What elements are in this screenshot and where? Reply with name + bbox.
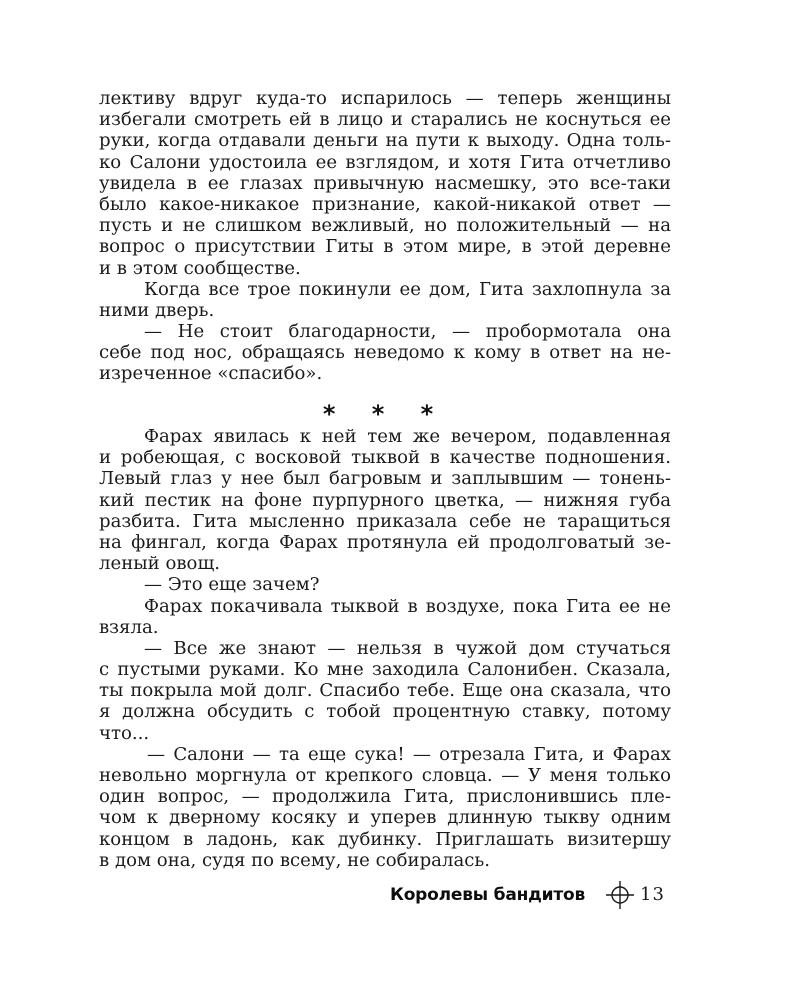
text-line: — Не стоит благодарности, — пробормотала она <box>144 321 671 343</box>
text-line: — Все же знают — нельзя в чужой дом стучаться <box>144 637 671 659</box>
text-line: с пустыми руками. Ко мне заходила Салонибен. Сказала, <box>99 659 671 681</box>
page-number: 13 <box>640 884 665 905</box>
text-line: изреченное «спасибо». <box>99 363 323 385</box>
text-line: пусть и не слишком вежливый, но положительный — на <box>99 215 671 237</box>
text-line: леный овощ. <box>99 553 221 575</box>
text-line: разбита. Гита мысленно приказала себе не таращиться <box>99 510 671 532</box>
text-line: на фингал, когда Фарах протянула ей продолговатый зе- <box>99 531 671 553</box>
text-line: концом в ладонь, как дубинку. Приглашать визитершу <box>99 828 671 850</box>
crosshair-icon <box>605 880 635 910</box>
running-title: Королевы бандитов <box>390 885 586 905</box>
section-separator: * * * <box>322 400 448 428</box>
text-line: — Салони — та еще сука! — отрезала Гита, и Фарах <box>147 743 671 765</box>
text-line: вопрос о присутствии Гиты в этом мире, в этой деревне <box>99 236 671 258</box>
text-line: увидела в ее глазах привычную насмешку, это все-таки <box>99 172 671 194</box>
text-line: избегали смотреть ей в лицо и старались не коснуться ее <box>99 109 671 131</box>
text-line: Фарах явилась к ней тем же вечером, подавленная <box>144 426 671 447</box>
text-line: — Это еще зачем? <box>144 574 320 596</box>
text-block-top <box>99 88 671 385</box>
text-line: и робеющая, с восковой тыквой в качестве подношения. <box>99 447 671 469</box>
text-line: ты покрыла мой долг. Спасибо тебе. Еще она сказала, что <box>99 680 671 702</box>
text-line: Когда все трое покинули ее дом, Гита захлопнула за <box>144 278 671 300</box>
text-line: один вопрос, — продолжила Гита, прислонившись пле- <box>99 786 671 808</box>
text-line: что... <box>99 722 150 744</box>
text-line: в дом она, судя по всему, не собиралась. <box>99 849 490 871</box>
text-line: кий пестик на фоне пурпурного цветка, — нижняя губа <box>99 489 671 511</box>
text-line: Левый глаз у нее был багровым и заплывшим — тонень- <box>99 468 671 490</box>
text-line: руки, когда отдавали деньги на пути к выходу. Одна толь- <box>99 130 671 152</box>
text-block-bottom <box>99 426 671 871</box>
text-line: я должна обсудить с тобой процентную ставку, потому <box>99 701 671 723</box>
text-line: себе под нос, обращаясь неведомо к кому в ответ на не- <box>99 342 671 364</box>
text-line: ними дверь. <box>99 299 215 321</box>
text-line: взяла. <box>99 616 159 638</box>
text-line: и в этом сообществе. <box>99 257 301 279</box>
text-line: невольно моргнула от крепкого словца. — У меня только <box>99 765 671 786</box>
text-line: Фарах покачивала тыквой в воздухе, пока Гита ее не <box>144 595 671 617</box>
text-line: чом к дверному косяку и уперев длинную тыкву одним <box>99 807 671 829</box>
text-line: ко Салони удостоила ее взглядом, и хотя Гита отчетливо <box>99 151 671 173</box>
text-line: было какое-никакое признание, какой-никакой ответ — <box>99 193 671 215</box>
text-line: лективу вдруг куда-то испарилось — теперь женщины <box>99 88 671 109</box>
page-footer <box>390 880 680 912</box>
